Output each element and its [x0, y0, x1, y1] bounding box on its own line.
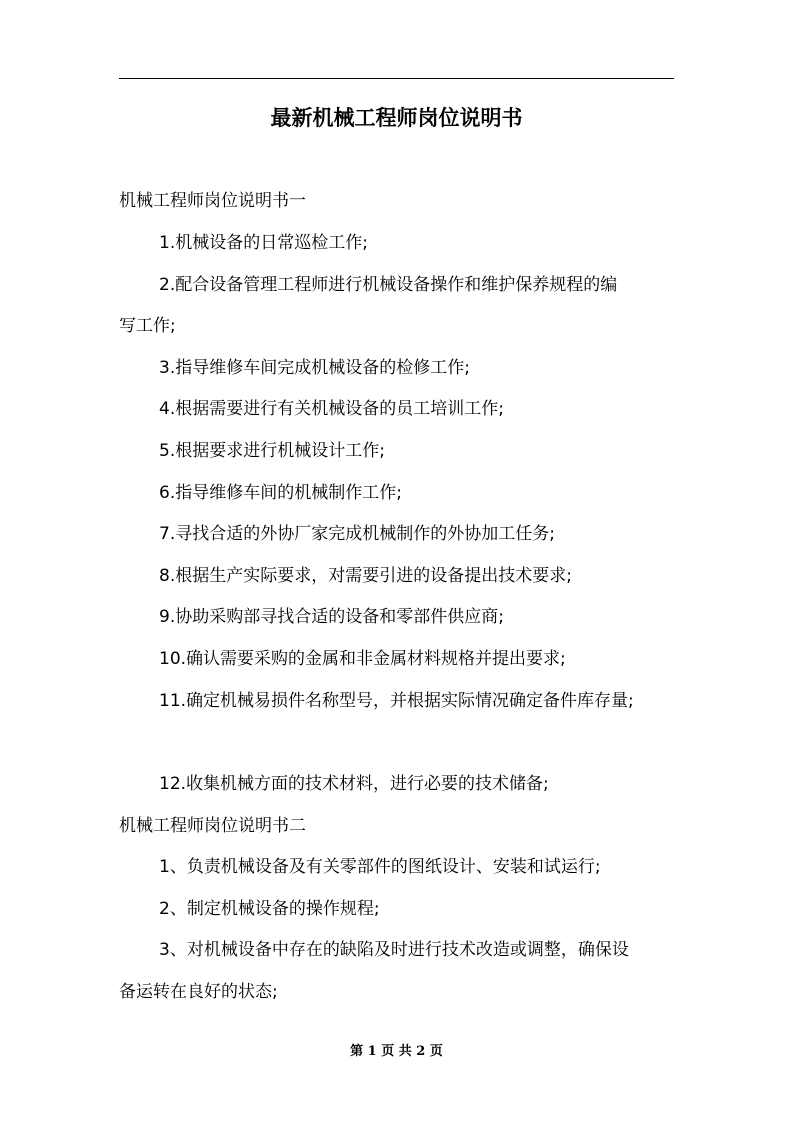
header-rule [119, 78, 674, 79]
section-heading-2: 机械工程师岗位说明书二 [119, 816, 306, 836]
page-number: 第 1 页 共 2 页 [350, 1044, 443, 1059]
list-item: 1.机械设备的日常巡检工作; [159, 233, 368, 253]
list-item: 12.收集机械方面的技术材料，进行必要的技术储备; [159, 774, 549, 794]
list-item: 6.指导维修车间的机械制作工作; [159, 483, 402, 503]
list-item: 3、对机械设备中存在的缺陷及时进行技术改造或调整，确保设 [159, 940, 629, 960]
list-item: 11.确定机械易损件名称型号，并根据实际情况确定备件库存量; [159, 691, 634, 711]
list-item: 5.根据要求进行机械设计工作; [159, 441, 385, 461]
list-item-continuation: 备运转在良好的状态; [119, 982, 278, 1002]
list-item: 9.协助采购部寻找合适的设备和零部件供应商; [159, 607, 504, 627]
list-item: 2.配合设备管理工程师进行机械设备操作和维护保养规程的编 [159, 275, 618, 295]
list-item: 4.根据需要进行有关机械设备的员工培训工作; [159, 399, 504, 419]
section-heading-1: 机械工程师岗位说明书一 [119, 191, 306, 211]
document-title: 最新机械工程师岗位说明书 [270, 106, 523, 130]
list-item-continuation: 写工作; [119, 316, 176, 336]
list-item: 2、制定机械设备的操作规程; [159, 899, 380, 919]
list-item: 8.根据生产实际要求，对需要引进的设备提出技术要求; [159, 566, 572, 586]
list-item: 7.寻找合适的外协厂家完成机械制作的外协加工任务; [159, 524, 555, 544]
list-item: 10.确认需要采购的金属和非金属材料规格并提出要求; [159, 649, 566, 669]
list-item: 1、负责机械设备及有关零部件的图纸设计、安装和试运行; [159, 857, 601, 877]
list-item: 3.指导维修车间完成机械设备的检修工作; [159, 358, 470, 378]
